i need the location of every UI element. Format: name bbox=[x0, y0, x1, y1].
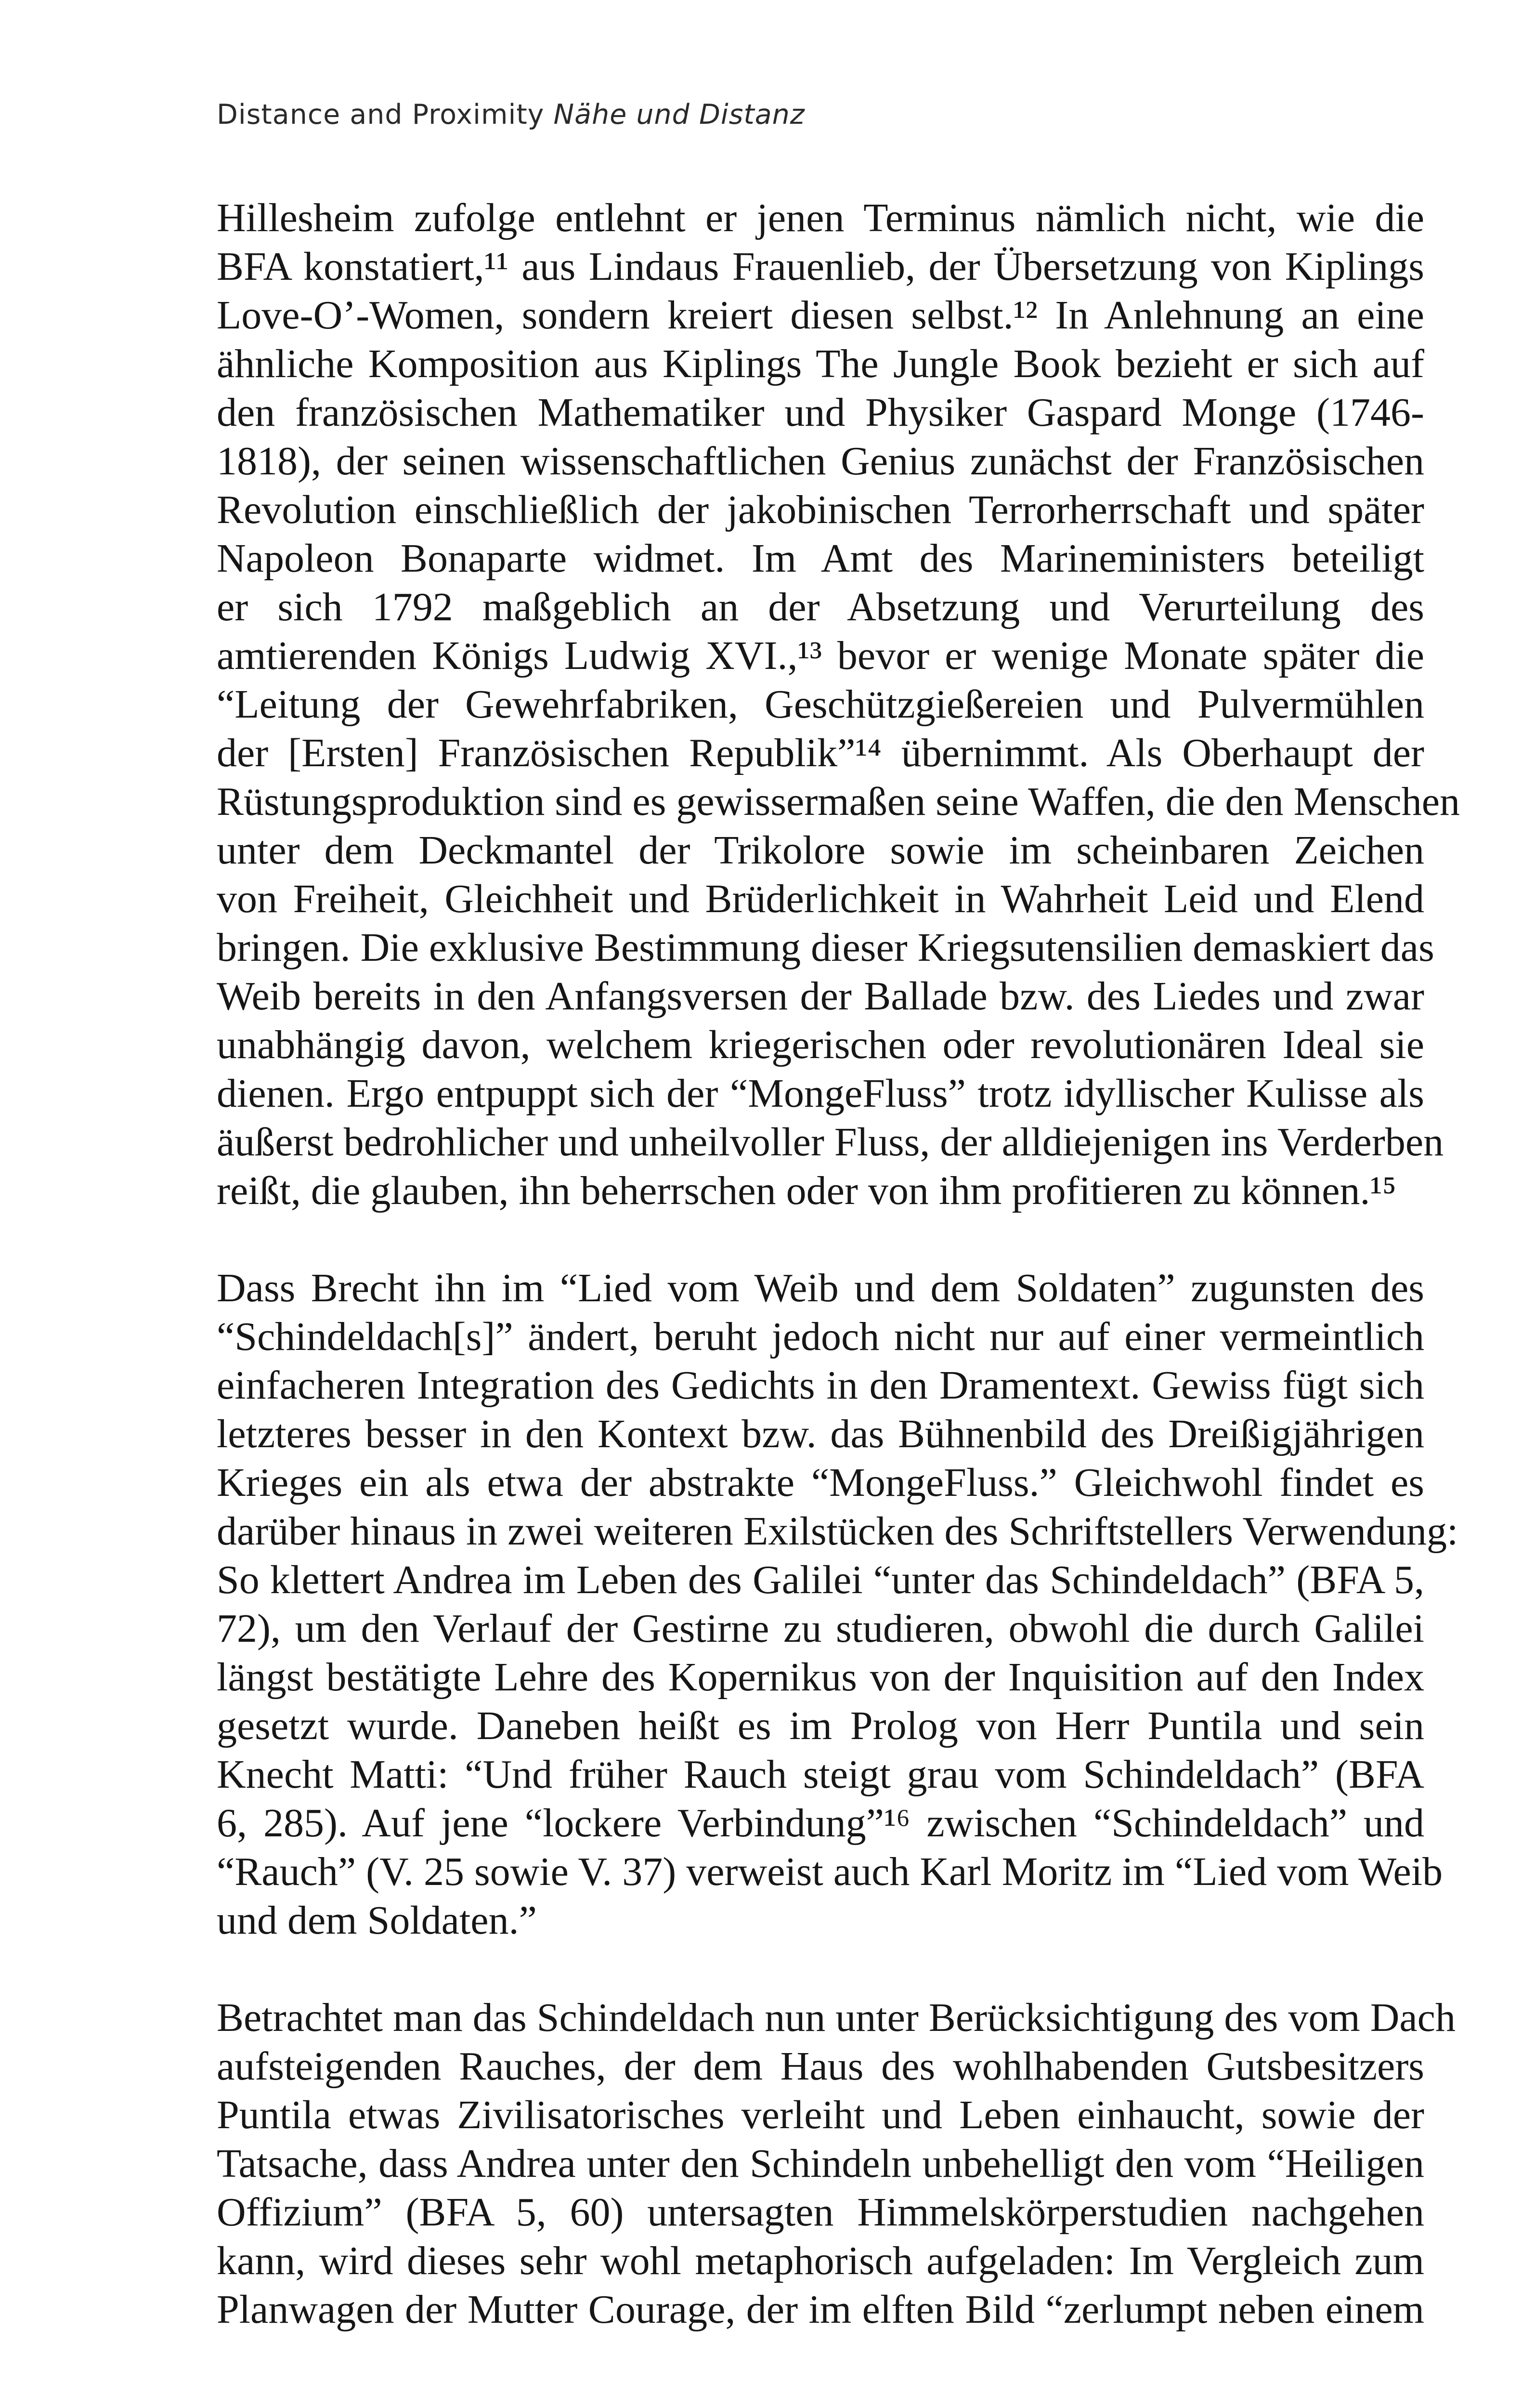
text-line: “Leitung der Gewehrfabriken, Geschützgießereien und Pulvermühlen bbox=[217, 682, 1424, 727]
text-line: den französischen Mathematiker und Physiker Gaspard Monge (1746- bbox=[217, 390, 1424, 435]
text-line: Betrachtet man das Schindeldach nun unter Berücksichtigung des vom Dach bbox=[217, 1995, 1456, 2040]
text-line: aufsteigenden Rauches, der dem Haus des wohlhabenden Gutsbesitzers bbox=[217, 2044, 1424, 2089]
text-line: Love-O’-Women, sondern kreiert diesen selbst.¹² In Anlehnung an eine bbox=[217, 293, 1424, 338]
paragraph-3 bbox=[217, 1993, 1456, 2334]
text-line: längst bestätigte Lehre des Kopernikus von der Inquisition auf den Index bbox=[217, 1655, 1424, 1700]
text-line: ähnliche Komposition aus Kiplings The Jungle Book bezieht er sich auf bbox=[217, 341, 1424, 386]
text-line: reißt, die glauben, ihn beherrschen oder von ihm profitieren zu können.¹⁵ bbox=[217, 1168, 1397, 1213]
text-line: Rüstungsproduktion sind es gewissermaßen seine Waffen, die den Menschen bbox=[217, 779, 1460, 824]
text-line: Puntila etwas Zivilisatorisches verleiht und Leben einhaucht, sowie der bbox=[217, 2093, 1424, 2137]
text-line: So klettert Andrea im Leben des Galilei “unter das Schindeldach” (BFA 5, bbox=[217, 1557, 1424, 1602]
text-line: BFA konstatiert,¹¹ aus Lindaus Frauenlieb, der Übersetzung von Kiplings bbox=[217, 244, 1424, 289]
text-line: darüber hinaus in zwei weiteren Exilstücken des Schriftstellers Verwendung: bbox=[217, 1509, 1458, 1554]
text-line: Planwagen der Mutter Courage, der im elften Bild “zerlumpt neben einem bbox=[217, 2287, 1424, 2332]
text-line: unabhängig davon, welchem kriegerischen oder revolutionären Ideal sie bbox=[217, 1022, 1424, 1067]
text-line: Offizium” (BFA 5, 60) untersagten Himmelskörperstudien nachgehen bbox=[217, 2190, 1424, 2235]
text-line: 1818), der seinen wissenschaftlichen Genius zunächst der Französischen bbox=[217, 439, 1424, 484]
text-line: 6, 285). Auf jene “lockere Verbindung”¹⁶ zwischen “Schindeldach” und bbox=[217, 1801, 1424, 1845]
body-text bbox=[217, 194, 1460, 2382]
text-line: Revolution einschließlich der jakobinischen Terrorherrschaft und später bbox=[217, 487, 1424, 532]
text-line: er sich 1792 maßgeblich an der Absetzung und Verurteilung des bbox=[217, 585, 1424, 629]
text-line: äußerst bedrohlicher und unheilvoller Fluss, der alldiejenigen ins Verderben bbox=[217, 1120, 1444, 1165]
running-head-title: Distance and Proximity bbox=[217, 99, 545, 131]
text-line: und dem Soldaten.” bbox=[217, 1898, 537, 1943]
text-line: “Rauch” (V. 25 sowie V. 37) verweist auch Karl Moritz im “Lied vom Weib bbox=[217, 1849, 1443, 1894]
text-line: von Freiheit, Gleichheit und Brüderlichkeit in Wahrheit Leid und Elend bbox=[217, 877, 1424, 921]
text-line: Napoleon Bonaparte widmet. Im Amt des Marineministers beteiligt bbox=[217, 536, 1424, 581]
paragraph-1 bbox=[217, 194, 1460, 1215]
text-line: unter dem Deckmantel der Trikolore sowie im scheinbaren Zeichen bbox=[217, 828, 1424, 873]
text-line: Knecht Matti: “Und früher Rauch steigt grau vom Schindeldach” (BFA bbox=[217, 1752, 1424, 1797]
text-line: Dass Brecht ihn im “Lied vom Weib und dem Soldaten” zugunsten des bbox=[217, 1266, 1424, 1310]
text-line: amtierenden Königs Ludwig XVI.,¹³ bevor er wenige Monate später die bbox=[217, 633, 1424, 678]
text-line: einfacheren Integration des Gedichts in den Dramentext. Gewiss fügt sich bbox=[217, 1363, 1424, 1408]
text-line: der [Ersten] Französischen Republik”¹⁴ übernimmt. Als Oberhaupt der bbox=[217, 731, 1424, 775]
text-line: Weib bereits in den Anfangsversen der Ballade bzw. des Liedes und zwar bbox=[217, 974, 1424, 1019]
running-head-title-german: Nähe und Distanz bbox=[553, 99, 805, 131]
text-line: letzteres besser in den Kontext bzw. das Bühnenbild des Dreißigjährigen bbox=[217, 1412, 1424, 1456]
text-line: “Schindeldach[s]” ändert, beruht jedoch nicht nur auf einer vermeintlich bbox=[217, 1314, 1424, 1359]
text-line: kann, wird dieses sehr wohl metaphorisch aufgeladen: Im Vergleich zum bbox=[217, 2238, 1424, 2283]
text-line: Krieges ein als etwa der abstrakte “MongeFluss.” Gleichwohl findet es bbox=[217, 1460, 1424, 1505]
running-head bbox=[217, 99, 805, 131]
text-line: Hillesheim zufolge entlehnt er jenen Terminus nämlich nicht, wie die bbox=[217, 196, 1424, 240]
text-line: gesetzt wurde. Daneben heißt es im Prolog von Herr Puntila und sein bbox=[217, 1703, 1424, 1748]
text-line: Tatsache, dass Andrea unter den Schindeln unbehelligt den vom “Heiligen bbox=[217, 2141, 1424, 2186]
paragraph-2 bbox=[217, 1264, 1458, 1945]
text-line: dienen. Ergo entpuppt sich der “MongeFluss” trotz idyllischer Kulisse als bbox=[217, 1071, 1424, 1116]
text-line: 72), um den Verlauf der Gestirne zu studieren, obwohl die durch Galilei bbox=[217, 1606, 1424, 1651]
text-line: bringen. Die exklusive Bestimmung dieser Kriegsutensilien demaskiert das bbox=[217, 925, 1434, 970]
